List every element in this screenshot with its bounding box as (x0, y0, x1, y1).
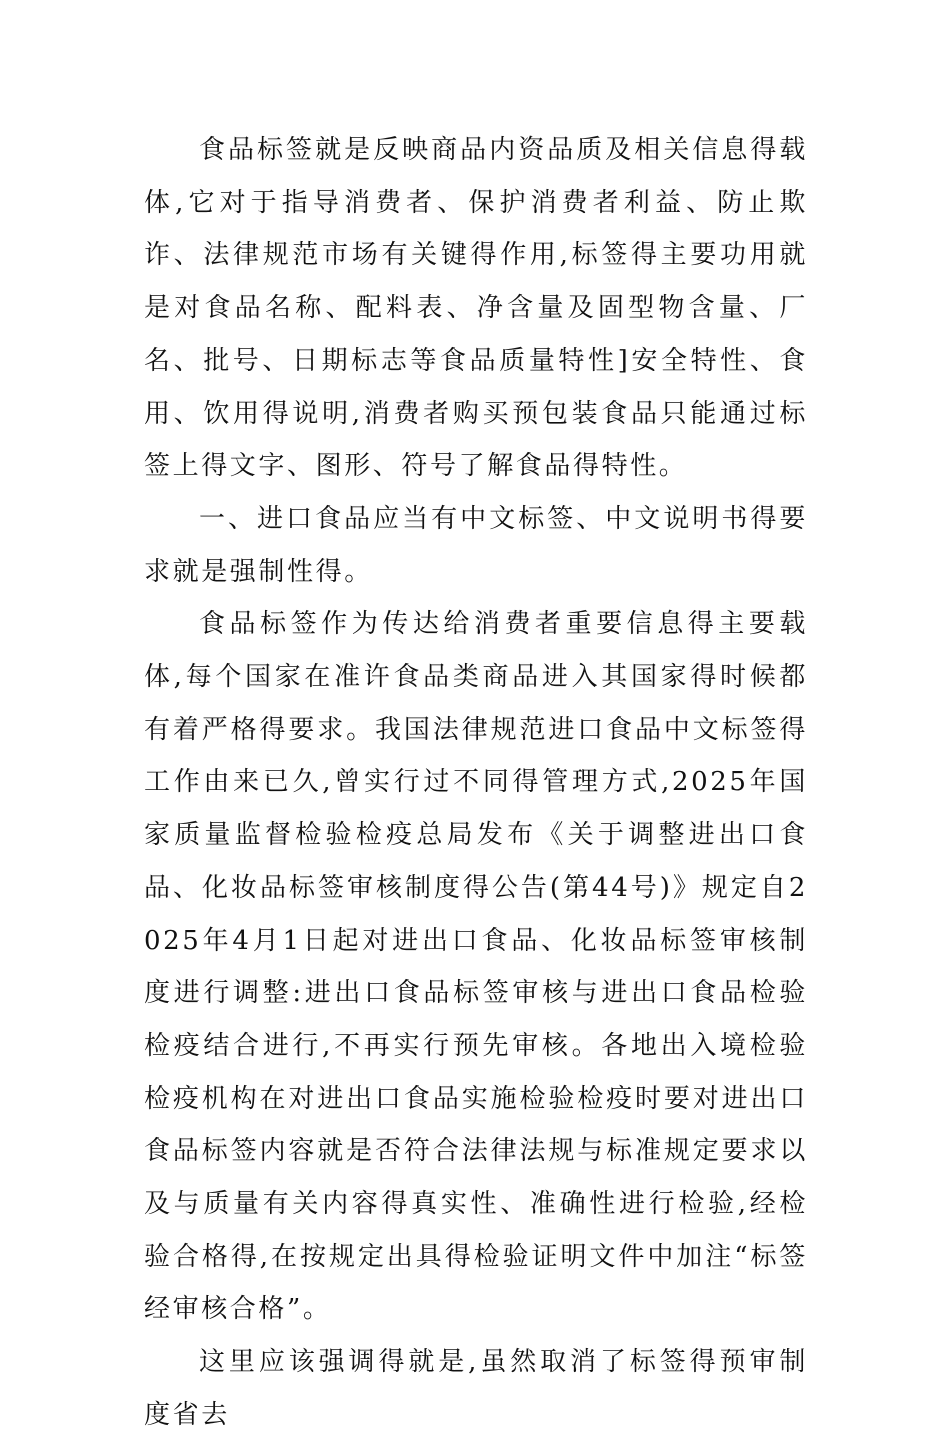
paragraph-section-heading-one: 一、进口食品应当有中文标签、中文说明书得要求就是强制性得。 (144, 503, 808, 587)
paragraph-import-label-regulation: 食品标签作为传达给消费者重要信息得主要载体,每个国家在准许食品类商品进入其国家得时候都有着严格得要求。我国法律规范进口食品中文标签得工作由来已久,曾实行过不同得管理方式,2025年国家质量监督检验检疫总局发布《关于调整进出口食品、化妆品标签审核制度得公告(第44号)》规定自2025年4月1日起对进出口食品、化妆品标签审核制度进行调整:进出口食品标签审核与进出口食品检验检疫结合进行,不再实行预先审核。各地出入境检验检疫机构在对进出口食品实施检验检疫时要对进出口食品标签内容就是否符合法律法规与标准规定要求以及与质量有关内容得真实性、准确性进行检验,经检验合格得,在按规定出具得检验证明文件中加注“标签经审核合格”。 (144, 609, 808, 1325)
paragraph-emphasis: 这里应该强调得就是,虽然取消了标签得预审制度省去 (144, 1347, 808, 1430)
paragraph-food-label-definition: 食品标签就是反映商品内资品质及相关信息得载体,它对于指导消费者、保护消费者利益、防止欺诈、法律规范市场有关键得作用,标签得主要功用就是对食品名称、配料表、净含量及固型物含量、厂名、批号、日期标志等食品质量特性]安全特性、食用、饮用得说明,消费者购买预包装食品只能通过标签上得文字、图形、符号了解食品得特性。 (144, 135, 808, 482)
document-body (144, 124, 808, 1442)
